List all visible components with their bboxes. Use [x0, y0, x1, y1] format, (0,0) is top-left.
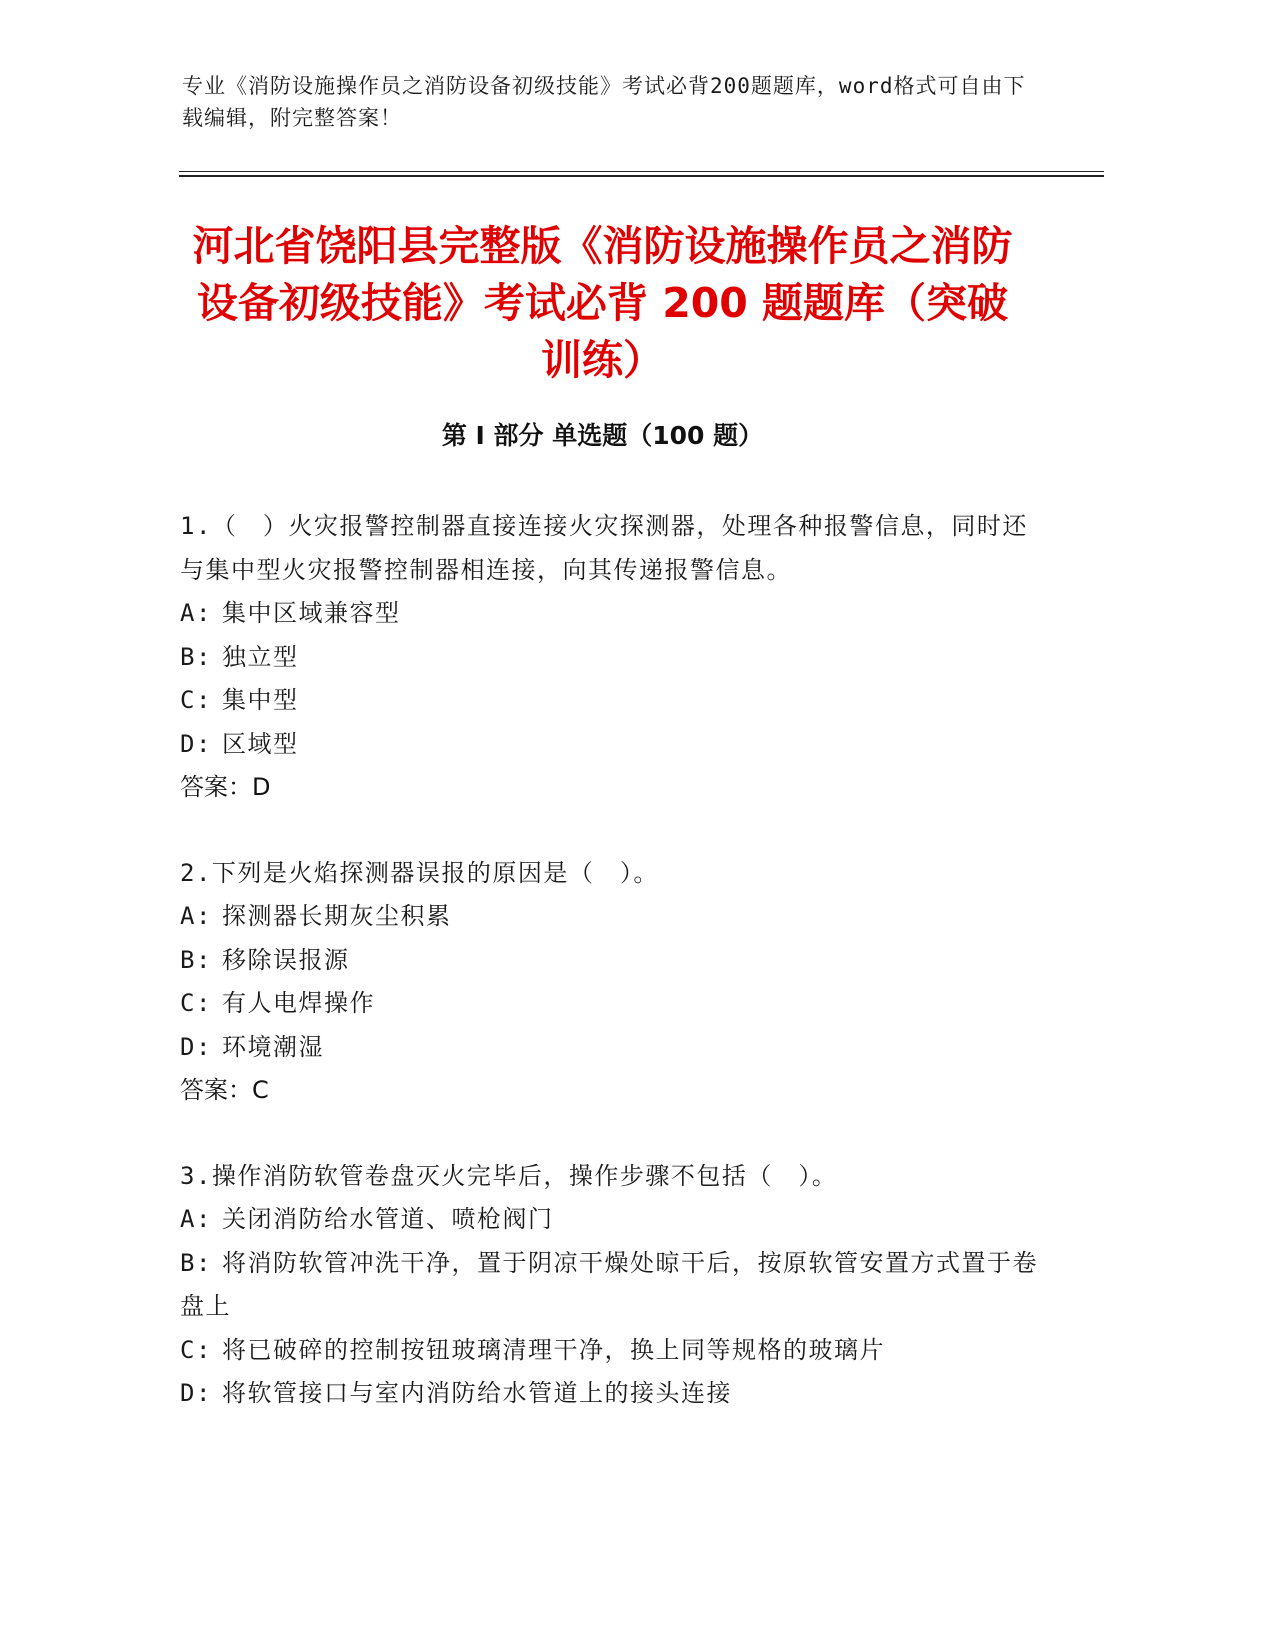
option-c	[180, 982, 1040, 1026]
option-c	[180, 679, 1040, 723]
question-list	[180, 505, 1040, 1458]
option-d	[180, 1372, 1040, 1416]
option-letter: B:	[180, 1248, 212, 1277]
option-letter: D:	[180, 1032, 212, 1061]
document-header-note: 专业《消防设施操作员之消防设备初级技能》考试必背200题题库，word格式可自由下载编辑，附完整答案！	[182, 74, 1026, 130]
answer-line: 答案：C	[180, 1076, 269, 1104]
option-letter: A:	[180, 599, 212, 627]
option-a	[180, 1198, 1040, 1242]
question-3	[180, 1155, 1040, 1416]
question-1	[180, 505, 1040, 810]
option-letter: C:	[180, 686, 212, 714]
option-b	[180, 1242, 1040, 1329]
header-divider-thick	[179, 175, 1104, 177]
question-stem: 2.下列是火焰探测器误报的原因是（ ）。	[180, 858, 659, 887]
option-text: 集中区域兼容型	[222, 599, 401, 627]
option-text: 探测器长期灰尘积累	[222, 902, 452, 930]
question-2	[180, 852, 1040, 1113]
option-text: 将软管接口与室内消防给水管道上的接头连接	[222, 1379, 732, 1407]
option-d	[180, 723, 1040, 767]
option-letter: C:	[180, 1335, 212, 1364]
option-b	[180, 636, 1040, 680]
option-a	[180, 895, 1040, 939]
part-heading: 第 I 部分 单选题（100 题）	[441, 421, 764, 450]
option-d	[180, 1026, 1040, 1070]
question-stem: 1.（ ）火灾报警控制器直接连接火灾探测器，处理各种报警信息，同时还与集中型火灾报警控制器相连接，向其传递报警信息。	[180, 512, 1028, 584]
option-text: 移除误报源	[222, 945, 350, 974]
option-letter: A:	[180, 1205, 212, 1233]
option-text: 集中型	[222, 686, 299, 714]
option-letter: D:	[180, 729, 212, 758]
option-text: 有人电焊操作	[222, 989, 375, 1017]
question-stem: 3.操作消防软管卷盘灭火完毕后，操作步骤不包括（ ）。	[180, 1161, 838, 1190]
header-divider-thin	[179, 171, 1104, 172]
option-letter: B:	[180, 642, 212, 671]
option-text: 区域型	[222, 729, 299, 758]
option-text: 环境潮湿	[222, 1032, 324, 1061]
option-text: 独立型	[222, 642, 299, 671]
option-a	[180, 592, 1040, 636]
option-letter: D:	[180, 1379, 212, 1407]
answer-line: 答案：D	[180, 773, 271, 801]
option-c	[180, 1329, 1040, 1373]
option-text: 关闭消防给水管道、喷枪阀门	[222, 1205, 554, 1233]
option-letter: C:	[180, 989, 212, 1017]
option-b	[180, 939, 1040, 983]
option-letter: B:	[180, 945, 212, 974]
option-text: 将消防软管冲洗干净，置于阴凉干燥处晾干后，按原软管安置方式置于卷盘上	[180, 1248, 1038, 1320]
option-letter: A:	[180, 902, 212, 930]
option-text: 将已破碎的控制按钮玻璃清理干净，换上同等规格的玻璃片	[222, 1335, 885, 1364]
document-title: 河北省饶阳县完整版《消防设施操作员之消防设备初级技能》考试必背 200 题题库（突破训练）	[192, 222, 1013, 384]
